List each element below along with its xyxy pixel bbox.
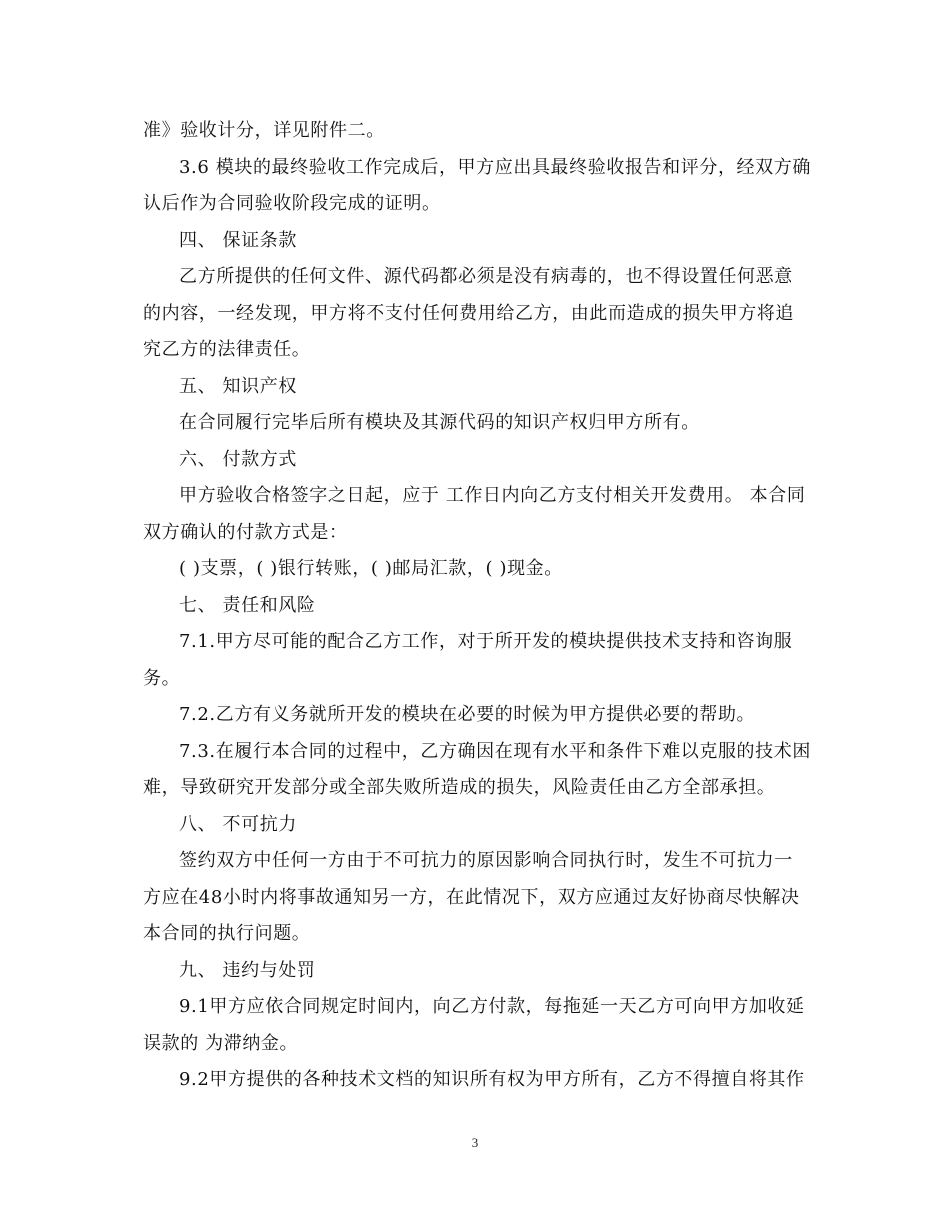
- paragraph-payment: 甲方验收合格签字之日起，应于 工作日内向乙方支付相关开发费用。 本合同双方确认的付款方式是：: [143, 485, 806, 543]
- paragraph-force-majeure: 签约双方中任何一方由于不可抗力的原因影响合同执行时，发生不可抗力一方应在48小时内将事故通知另一方，在此情况下，双方应通过友好协商尽快解决本合同的执行问题。: [143, 850, 800, 944]
- section-heading-guarantee: 四、 保证条款: [179, 229, 297, 251]
- section-heading-payment: 六、 付款方式: [179, 448, 297, 470]
- paragraph-ip: 在合同履行完毕后所有模块及其源代码的知识产权归甲方所有。: [179, 412, 700, 433]
- section-heading-breach: 九、 违约与处罚: [179, 959, 316, 981]
- paragraph-guarantee: 乙方所提供的任何文件、源代码都必须是没有病毒的，也不得设置任何恶意的内容，一经发现，甲方将不支付任何费用给乙方，由此而造成的损失甲方将追究乙方的法律责任。: [143, 266, 794, 360]
- paragraph-clause-3-6: 3.6 模块的最终验收工作完成后，甲方应出具最终验收报告和评分，经双方确认后作为合同验收阶段完成的证明。: [143, 156, 811, 214]
- page-number: 3: [471, 1135, 479, 1150]
- section-heading-force-majeure: 八、 不可抗力: [179, 813, 297, 835]
- section-heading-ip: 五、 知识产权: [179, 375, 297, 397]
- paragraph-clause-7-1: 7.1.甲方尽可能的配合乙方工作，对于所开发的模块提供技术支持和咨询服务。: [143, 631, 793, 689]
- paragraph-clause-7-2: 7.2.乙方有义务就所开发的模块在必要的时候为甲方提供必要的帮助。: [179, 704, 756, 725]
- paragraph-clause-9-2: 9.2甲方提供的各种技术文档的知识所有权为甲方所有，乙方不得擅自将其作: [179, 1069, 805, 1090]
- paragraph-clause-7-3: 7.3.在履行本合同的过程中，乙方确因在现有水平和条件下难以克服的技术困难，导致研究开发部分或全部失败所造成的损失，风险责任由乙方全部承担。: [143, 740, 811, 798]
- document-body: [143, 113, 811, 1099]
- paragraph-continuation: 准》验收计分，详见附件二。: [143, 120, 385, 141]
- paragraph-payment-methods: ( )支票，( )银行转账，( )邮局汇款，( )现金。: [179, 558, 563, 579]
- paragraph-clause-9-1: 9.1甲方应依合同规定时间内，向乙方付款，每拖延一天乙方可向甲方加收延误款的 为滞纳金。: [143, 996, 805, 1054]
- section-heading-responsibility: 七、 责任和风险: [179, 594, 316, 616]
